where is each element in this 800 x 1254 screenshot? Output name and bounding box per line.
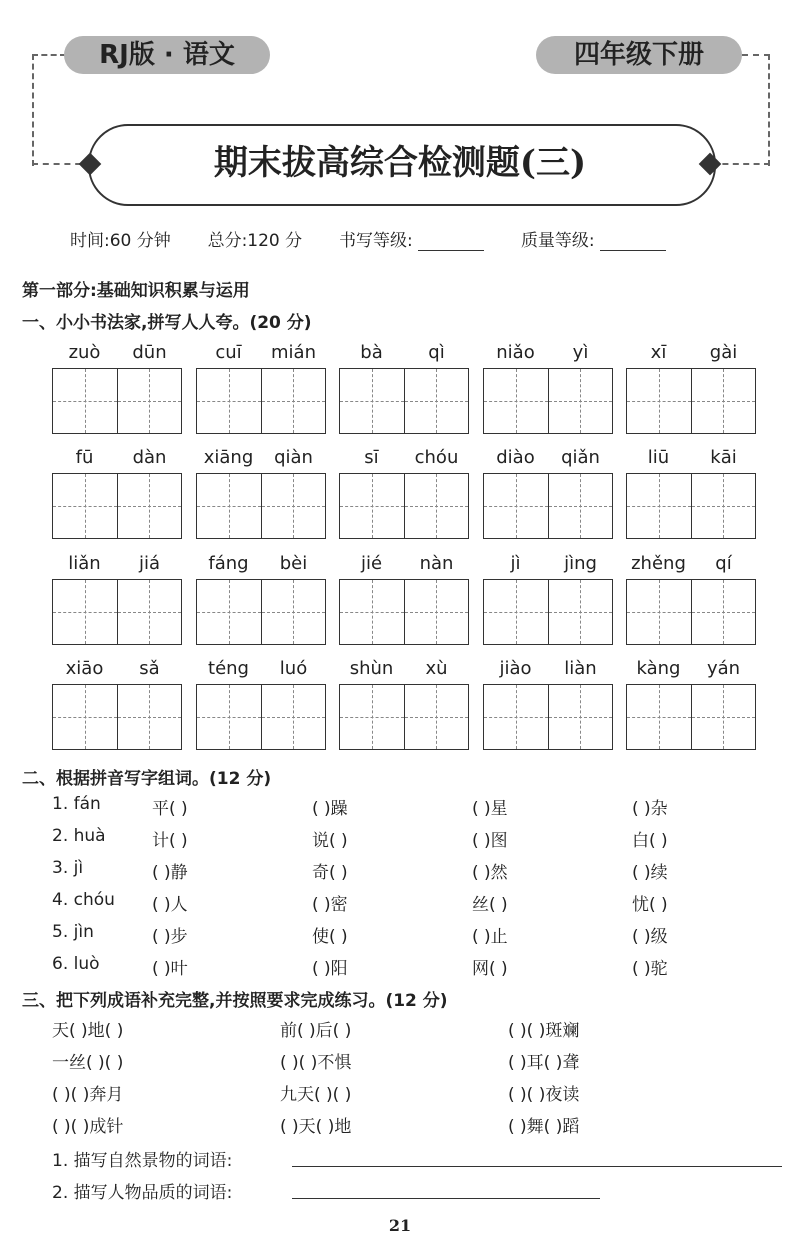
q2-row [52, 922, 752, 950]
tianzige-box[interactable] [340, 580, 404, 644]
tianzige-box[interactable] [197, 685, 261, 749]
q2-row [52, 794, 752, 822]
pinyin-pair [52, 658, 182, 684]
q3-heading: 三、把下列成语补充完整,并按照要求完成练习。(12 分) [22, 991, 448, 1011]
q2-word-blank[interactable]: ( )密 [312, 895, 348, 915]
pinyin-pair [483, 658, 613, 684]
tianzige-box-pair [483, 579, 613, 645]
tianzige-box[interactable] [484, 474, 548, 538]
grade-badge: 四年级下册 [536, 36, 742, 74]
tianzige-box[interactable] [548, 580, 613, 644]
pinyin-writing-group [483, 658, 613, 750]
pinyin-syllable: liū [647, 447, 670, 468]
pinyin-pair [483, 342, 613, 368]
tianzige-box-pair [339, 473, 469, 539]
tianzige-box[interactable] [117, 474, 182, 538]
pinyin-syllable: téng [208, 658, 249, 679]
pinyin-syllable: kāi [710, 447, 737, 468]
q3-idiom-row [52, 1048, 752, 1078]
pinyin-writing-group [196, 658, 326, 750]
part1-heading: 第一部分:基础知识积累与运用 [22, 281, 250, 301]
tianzige-box[interactable] [197, 369, 261, 433]
tianzige-box[interactable] [404, 369, 469, 433]
pinyin-syllable: jì [510, 553, 521, 574]
pinyin-syllable: qì [428, 342, 445, 363]
q3-idiom-blank[interactable]: ( )( )不惧 [280, 1053, 352, 1073]
tianzige-box[interactable] [117, 685, 182, 749]
q2-word-blank[interactable]: 计( ) [152, 831, 188, 851]
pinyin-syllable: luó [279, 658, 308, 679]
tianzige-box-pair [52, 368, 182, 434]
tianzige-box[interactable] [261, 474, 326, 538]
pinyin-pair [626, 342, 756, 368]
q3-idiom-blank[interactable]: ( )舞( )蹈 [508, 1117, 580, 1137]
fill-character-quality-line[interactable] [292, 1198, 600, 1199]
tianzige-box[interactable] [548, 685, 613, 749]
tianzige-box[interactable] [691, 685, 756, 749]
tianzige-box-pair [626, 473, 756, 539]
pinyin-pair [339, 447, 469, 473]
pinyin-syllable: jié [360, 553, 383, 574]
tianzige-box-pair [196, 684, 326, 750]
pinyin-pair [626, 447, 756, 473]
q2-row [52, 890, 752, 918]
pinyin-pair [196, 553, 326, 579]
tianzige-box[interactable] [691, 369, 756, 433]
pinyin-writing-group [483, 447, 613, 539]
q3-idiom-blank[interactable]: ( )耳( )聋 [508, 1053, 580, 1073]
tianzige-box-pair [196, 368, 326, 434]
q2-word-blank[interactable]: 奇( ) [312, 863, 348, 883]
pinyin-pair [483, 553, 613, 579]
q2-word-blank[interactable]: 忧( ) [632, 895, 668, 915]
pinyin-syllable: kàng [636, 658, 681, 679]
q3-idiom-blank[interactable]: 天( )地( ) [52, 1021, 124, 1041]
q3-idiom-blank[interactable]: 九天( )( ) [280, 1085, 352, 1105]
pinyin-syllable: qí [715, 553, 732, 574]
tianzige-box-pair [626, 684, 756, 750]
q2-word-blank[interactable]: 网( ) [472, 959, 508, 979]
tianzige-box[interactable] [117, 369, 182, 433]
pinyin-writing-group [196, 447, 326, 539]
pinyin-syllable: dàn [132, 447, 167, 468]
pinyin-writing-group [339, 342, 469, 434]
q2-word-blank[interactable]: ( )图 [472, 831, 508, 851]
q3-idiom-blank[interactable]: ( )天( )地 [280, 1117, 352, 1137]
tianzige-box[interactable] [53, 369, 117, 433]
pinyin-syllable: mián [271, 342, 316, 363]
pinyin-syllable: liǎn [68, 553, 101, 574]
tianzige-box-pair [339, 368, 469, 434]
tianzige-box[interactable] [484, 580, 548, 644]
pinyin-writing-group [52, 553, 182, 645]
tianzige-box-pair [52, 579, 182, 645]
pinyin-syllable: yán [706, 658, 741, 679]
pinyin-writing-group [196, 342, 326, 434]
pinyin-pair [339, 658, 469, 684]
pinyin-pair [339, 553, 469, 579]
pinyin-writing-group [52, 658, 182, 750]
pinyin-syllable: jìng [564, 553, 597, 574]
pinyin-syllable: liàn [564, 658, 597, 679]
q3-idiom-row [52, 1112, 752, 1142]
q2-word-blank[interactable]: 平( ) [152, 799, 188, 819]
tianzige-box[interactable] [627, 580, 691, 644]
writing-grade-blank[interactable] [418, 250, 484, 251]
q2-pinyin-prompt: 4. chóu [52, 890, 115, 910]
q2-word-blank[interactable]: ( )步 [152, 927, 188, 947]
tianzige-box[interactable] [53, 685, 117, 749]
tianzige-box[interactable] [404, 685, 469, 749]
tianzige-box[interactable] [691, 474, 756, 538]
pinyin-syllable: cuī [215, 342, 242, 363]
q2-word-blank[interactable]: ( )躁 [312, 799, 348, 819]
tianzige-box[interactable] [340, 474, 404, 538]
fill-character-quality-label: 2. 描写人物品质的词语: [52, 1183, 233, 1203]
q3-idiom-blank[interactable]: ( )( )夜读 [508, 1085, 580, 1105]
pinyin-writing-group [626, 342, 756, 434]
total-score-info: 总分:120 分 [207, 231, 303, 251]
pinyin-syllable: zhěng [631, 553, 686, 574]
q3-idiom-row [52, 1080, 752, 1110]
pinyin-pair [339, 342, 469, 368]
pinyin-writing-group [52, 342, 182, 434]
tianzige-box-pair [483, 473, 613, 539]
pinyin-syllable: sī [364, 447, 379, 468]
pinyin-writing-group [483, 342, 613, 434]
q2-word-blank[interactable]: ( )叶 [152, 959, 188, 979]
pinyin-syllable: sǎ [139, 658, 160, 679]
quality-grade-blank[interactable] [600, 250, 666, 251]
pinyin-syllable: xù [425, 658, 448, 679]
q2-pinyin-prompt: 1. fán [52, 794, 101, 814]
tianzige-box[interactable] [404, 474, 469, 538]
tianzige-box[interactable] [261, 369, 326, 433]
tianzige-box[interactable] [484, 369, 548, 433]
tianzige-box-pair [483, 684, 613, 750]
q2-word-blank[interactable]: ( )驼 [632, 959, 668, 979]
tianzige-box-pair [626, 579, 756, 645]
q2-pinyin-prompt: 2. huà [52, 826, 106, 846]
tianzige-box[interactable] [627, 474, 691, 538]
page-title: 期末拔高综合检测题(三) [213, 143, 587, 183]
tianzige-box-pair [483, 368, 613, 434]
q2-word-blank[interactable]: 白( ) [632, 831, 668, 851]
tianzige-box[interactable] [340, 685, 404, 749]
pinyin-pair [196, 447, 326, 473]
tianzige-box-pair [339, 684, 469, 750]
tianzige-box[interactable] [261, 580, 326, 644]
pinyin-pair [52, 553, 182, 579]
tianzige-box[interactable] [117, 580, 182, 644]
tianzige-box[interactable] [53, 474, 117, 538]
tianzige-box[interactable] [484, 685, 548, 749]
pinyin-writing-group [339, 658, 469, 750]
q3-idiom-blank[interactable]: 前( )后( ) [280, 1021, 352, 1041]
pinyin-pair [52, 342, 182, 368]
q2-word-blank[interactable]: ( )然 [472, 863, 508, 883]
q2-word-blank[interactable]: ( )星 [472, 799, 508, 819]
pinyin-syllable: jiào [499, 658, 532, 679]
pinyin-syllable: nàn [419, 553, 454, 574]
page-number: 21 [388, 1216, 412, 1235]
pinyin-writing-group [339, 553, 469, 645]
q2-pinyin-prompt: 3. jì [52, 858, 84, 878]
pinyin-syllable: chóu [414, 447, 459, 468]
pinyin-writing-group [626, 447, 756, 539]
time-info: 时间:60 分钟 [70, 231, 171, 251]
q3-idiom-blank[interactable]: ( )( )斑斓 [508, 1021, 580, 1041]
pinyin-syllable: fáng [208, 553, 249, 574]
pinyin-syllable: qiàn [274, 447, 313, 468]
tianzige-box[interactable] [627, 685, 691, 749]
pinyin-writing-group [626, 658, 756, 750]
writing-grade-label: 书写等级: [338, 231, 413, 251]
pinyin-syllable: zuò [68, 342, 101, 363]
pinyin-syllable: shùn [349, 658, 394, 679]
q2-word-blank[interactable]: ( )静 [152, 863, 188, 883]
q3-idiom-blank[interactable]: 一丝( )( ) [52, 1053, 124, 1073]
q2-pinyin-prompt: 6. luò [52, 954, 100, 974]
pinyin-writing-group [52, 447, 182, 539]
q2-word-blank[interactable]: ( )杂 [632, 799, 668, 819]
tianzige-box-pair [339, 579, 469, 645]
pinyin-syllable: yì [572, 342, 589, 363]
pinyin-syllable: bà [360, 342, 383, 363]
pinyin-syllable: bèi [279, 553, 308, 574]
tianzige-box[interactable] [261, 685, 326, 749]
tianzige-box[interactable] [548, 474, 613, 538]
fill-natural-scenery-label: 1. 描写自然景物的词语: [52, 1151, 233, 1171]
fill-natural-scenery-line[interactable] [292, 1166, 782, 1167]
q2-word-blank[interactable]: ( )级 [632, 927, 668, 947]
q2-word-blank[interactable]: ( )止 [472, 927, 508, 947]
pinyin-pair [483, 447, 613, 473]
q2-word-blank[interactable]: 说( ) [312, 831, 348, 851]
tianzige-box-pair [196, 473, 326, 539]
pinyin-syllable: gài [709, 342, 738, 363]
q2-heading: 二、根据拼音写字组词。(12 分) [22, 769, 272, 789]
tianzige-box[interactable] [627, 369, 691, 433]
q2-row [52, 826, 752, 854]
pinyin-pair [196, 342, 326, 368]
pinyin-writing-group [196, 553, 326, 645]
pinyin-writing-group [483, 553, 613, 645]
tianzige-box[interactable] [691, 580, 756, 644]
tianzige-box[interactable] [197, 580, 261, 644]
pinyin-syllable: dūn [132, 342, 167, 363]
decor-dash-right [742, 54, 770, 166]
q3-idiom-blank[interactable]: ( )( )奔月 [52, 1085, 124, 1105]
pinyin-writing-group [339, 447, 469, 539]
pinyin-pair [196, 658, 326, 684]
q2-word-blank[interactable]: ( )续 [632, 863, 668, 883]
tianzige-box[interactable] [340, 369, 404, 433]
tianzige-box-pair [626, 368, 756, 434]
q3-idiom-blank[interactable]: ( )( )成针 [52, 1117, 124, 1137]
pinyin-syllable: niǎo [496, 342, 535, 363]
pinyin-syllable: fū [75, 447, 94, 468]
q2-word-blank[interactable]: 使( ) [312, 927, 348, 947]
q3-idiom-row [52, 1016, 752, 1046]
q1-heading: 一、小小书法家,拼写人人夸。(20 分) [22, 313, 312, 333]
quality-grade-label: 质量等级: [520, 231, 595, 251]
q2-row [52, 954, 752, 982]
q2-pinyin-prompt: 5. jìn [52, 922, 94, 942]
tianzige-box[interactable] [548, 369, 613, 433]
edition-badge: RJ版 · 语文 [64, 36, 270, 74]
pinyin-pair [626, 658, 756, 684]
decor-dash-left [32, 54, 66, 166]
pinyin-syllable: xiāng [203, 447, 254, 468]
q2-word-blank[interactable]: ( )阳 [312, 959, 348, 979]
tianzige-box[interactable] [197, 474, 261, 538]
tianzige-box[interactable] [53, 580, 117, 644]
tianzige-box-pair [52, 473, 182, 539]
exam-info [70, 226, 666, 251]
pinyin-syllable: diào [496, 447, 535, 468]
q2-word-blank[interactable]: 丝( ) [472, 895, 508, 915]
tianzige-box-pair [196, 579, 326, 645]
q2-row [52, 858, 752, 886]
q2-word-blank[interactable]: ( )人 [152, 895, 188, 915]
pinyin-pair [52, 447, 182, 473]
pinyin-syllable: jiá [138, 553, 161, 574]
pinyin-syllable: xiāo [65, 658, 104, 679]
pinyin-syllable: qiǎn [561, 447, 600, 468]
pinyin-writing-group [626, 553, 756, 645]
tianzige-box[interactable] [404, 580, 469, 644]
pinyin-pair [626, 553, 756, 579]
pinyin-syllable: xī [650, 342, 667, 363]
tianzige-box-pair [52, 684, 182, 750]
